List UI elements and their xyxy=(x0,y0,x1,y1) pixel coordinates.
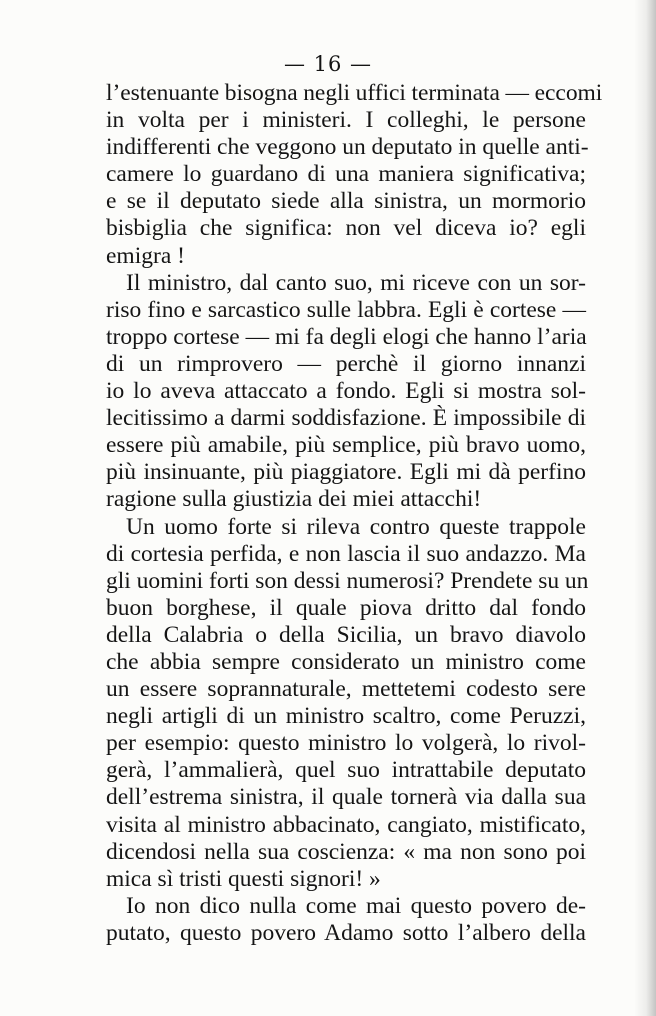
text-line: buon borghese, il quale piova dritto dal fondo xyxy=(106,594,586,621)
text-line: putato, questo povero Adamo sotto l’albero della xyxy=(106,919,586,946)
text-line: gerà, l’ammalierà, quel suo intrattabile deputato xyxy=(106,757,586,784)
text-line: e se il deputato siede alla sinistra, un mormorio xyxy=(106,188,586,215)
text-line: di cortesia perfida, e non lascia il suo andazzo. Ma xyxy=(106,540,586,567)
text-line: più insinuante, più piaggiatore. Egli mi dà perfino xyxy=(106,459,586,486)
text-line: io lo aveva attaccato a fondo. Egli si mostra sol- xyxy=(106,378,586,405)
text-line: mica sì tristi questi signori! » xyxy=(106,865,381,892)
page-number: — 16 — xyxy=(283,52,373,76)
text-line: un essere soprannaturale, mettetemi codesto sere xyxy=(106,676,586,703)
page-edge-shadow xyxy=(634,0,656,1016)
text-line: Il ministro, dal canto suo, mi riceve con un sor- xyxy=(126,269,586,296)
text-line: dell’estrema sinistra, il quale tornerà via dalla sua xyxy=(106,784,586,811)
text-line: gli uomini forti son dessi numerosi? Prendete su un xyxy=(106,567,589,594)
text-line: troppo cortese — mi fa degli elogi che hanno l’aria xyxy=(106,323,587,350)
text-line: che abbia sempre considerato un ministro come xyxy=(106,648,586,675)
text-line: visita al ministro abbacinato, cangiato, mistificato, xyxy=(106,811,586,838)
text-line: bisbiglia che significa: non vel diceva io? egli xyxy=(106,215,586,242)
text-line: ragione sulla giustizia dei miei attacchi! xyxy=(106,486,482,513)
text-line: emigra ! xyxy=(106,242,185,269)
text-line: in volta per i ministeri. I colleghi, le persone xyxy=(106,107,586,134)
text-line: Io non dico nulla come mai questo povero de- xyxy=(126,892,586,919)
text-line: della Calabria o della Sicilia, un bravo diavolo xyxy=(106,621,586,648)
text-line: di un rimprovero — perchè il giorno innanzi xyxy=(106,350,586,377)
text-line: dicendosi nella sua coscienza: « ma non sono poi xyxy=(106,838,586,865)
text-line: indifferenti che veggono un deputato in quelle anti- xyxy=(106,134,589,161)
text-line: Un uomo forte si rileva contro queste trappole xyxy=(126,513,586,540)
text-line: essere più amabile, più semplice, più bravo uomo, xyxy=(106,432,586,459)
text-line: lecitissimo a darmi soddisfazione. È impossibile di xyxy=(106,405,586,432)
text-line: negli artigli di un ministro scaltro, come Peruzzi, xyxy=(106,703,586,730)
text-line: per esempio: questo ministro lo volgerà, lo rivol- xyxy=(106,730,586,757)
text-line: l’estenuante bisogna negli uffici terminata — eccomi xyxy=(106,80,603,106)
body-text xyxy=(106,80,603,947)
text-line: camere lo guardano di una maniera significativa; xyxy=(106,161,586,188)
text-line: riso fino e sarcastico sulle labbra. Egli è cortese — xyxy=(106,296,586,323)
